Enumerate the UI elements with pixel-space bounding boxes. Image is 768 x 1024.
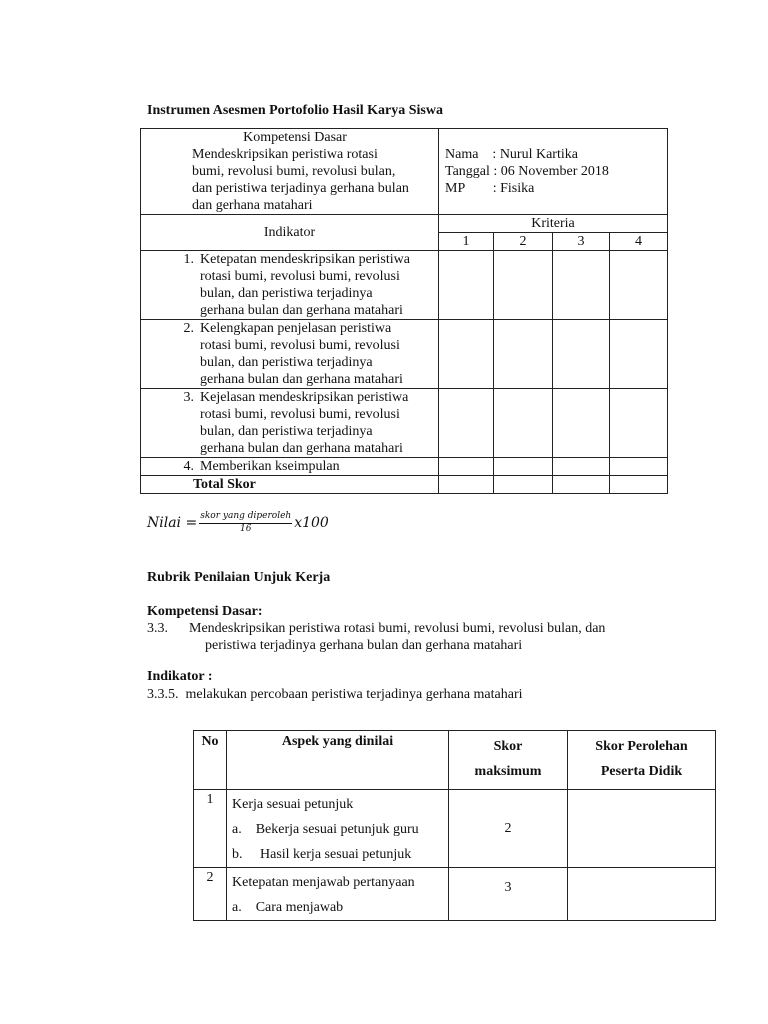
document-title: Instrumen Asesmen Portofolio Hasil Karya Siswa [147,103,443,118]
aspek-sub: a. Bekerja sesuai petunjuk guru [232,822,419,837]
indicator-number: 2. [183,321,194,336]
score-cell[interactable] [439,458,494,476]
table-row [141,458,668,476]
indikator-label: Indikator : [147,669,213,684]
indicator-number: 3. [183,390,194,405]
table-row [194,790,716,868]
assessment-date: Tanggal : 06 November 2018 [445,164,609,179]
student-name: Nama : Nurul Kartika [445,147,578,162]
kd-line: dan gerhana matahari [192,198,313,213]
indicator-number: 4. [183,459,194,474]
kd-line: dan peristiwa terjadinya gerhana bulan [192,181,409,196]
score-cell[interactable] [494,476,553,494]
row-no: 2 [194,868,227,921]
indicator-line: rotasi bumi, revolusi bumi, revolusi [200,269,400,284]
score-cell[interactable] [494,458,553,476]
score-cell[interactable] [494,389,553,458]
score-cell[interactable] [439,476,494,494]
score-cell[interactable] [439,251,494,320]
indikator-header: Indikator [141,215,439,251]
total-row [141,476,668,494]
kd-cell [141,129,439,215]
score-cell[interactable] [553,251,610,320]
indikator-item: 3.3.5. melakukan percobaan peristiwa terjadinya gerhana matahari [147,687,523,702]
indicator-cell [141,251,439,320]
indicator-line: bulan, dan peristiwa terjadinya [200,355,373,370]
indicator-line: gerhana bulan dan gerhana matahari [200,303,403,318]
formula-lhs: Nilai = [147,515,198,531]
rubric-table [193,730,716,921]
indicator-line: gerhana bulan dan gerhana matahari [200,372,403,387]
aspek-title: Ketepatan menjawab pertanyaan [232,875,415,890]
table-row [194,868,716,921]
row-perolehan[interactable] [568,868,716,921]
total-label: Total Skor [141,476,439,494]
col-header-aspek: Aspek yang dinilai [227,731,449,790]
score-cell[interactable] [494,251,553,320]
indicator-cell [141,389,439,458]
score-cell[interactable] [439,320,494,389]
formula-rhs: x100 [294,515,329,531]
row-skor: 3 [449,868,568,921]
kd-label: Kompetensi Dasar: [147,604,263,619]
aspek-sub: a. Cara menjawab [232,900,344,915]
indicator-line: rotasi bumi, revolusi bumi, revolusi [200,407,400,422]
perolehan-header-line: Skor Perolehan [595,739,688,754]
score-cell[interactable] [610,251,668,320]
score-cell[interactable] [439,389,494,458]
indicator-line: Kelengkapan penjelasan peristiwa [200,321,392,336]
kd-item-number: 3.3. [147,621,168,636]
score-cell[interactable] [553,476,610,494]
kd-line: bumi, revolusi bumi, revolusi bulan, [192,164,396,179]
skor-header-line: Skor [493,739,523,754]
col-header-skor [449,731,568,790]
kriteria-col: 3 [553,233,610,251]
indicator-cell [141,320,439,389]
kriteria-col: 2 [494,233,553,251]
kriteria-col: 1 [439,233,494,251]
indicator-cell [141,458,439,476]
table-row [141,389,668,458]
score-cell[interactable] [494,320,553,389]
perolehan-header-line: Peserta Didik [600,764,683,779]
rubrik-title: Rubrik Penilaian Unjuk Kerja [147,570,331,585]
portfolio-assessment-table [140,128,668,494]
aspek-sub: b. Hasil kerja sesuai petunjuk [232,847,412,862]
row-perolehan[interactable] [568,790,716,868]
score-formula [147,511,329,535]
skor-header-line: maksimum [474,764,542,779]
formula-numerator: skor yang diperoleh [199,511,292,524]
score-cell[interactable] [553,458,610,476]
indicator-line: bulan, dan peristiwa terjadinya [200,424,373,439]
indicator-line: Memberikan kseimpulan [200,459,340,474]
score-cell[interactable] [553,389,610,458]
row-aspek [227,868,449,921]
kd-item-line1: Mendeskripsikan peristiwa rotasi bumi, revolusi bumi, revolusi bulan, dan [189,621,606,636]
row-no: 1 [194,790,227,868]
kd-header: Kompetensi Dasar [243,130,347,145]
row-skor: 2 [449,790,568,868]
score-cell[interactable] [610,389,668,458]
indicator-line: rotasi bumi, revolusi bumi, revolusi [200,338,400,353]
indicator-line: Kejelasan mendeskripsikan peristiwa [200,390,409,405]
kd-item-line2: peristiwa terjadinya gerhana bulan dan gerhana matahari [205,638,523,653]
score-cell[interactable] [553,320,610,389]
table-row [141,251,668,320]
kriteria-col: 4 [610,233,668,251]
indicator-line: gerhana bulan dan gerhana matahari [200,441,403,456]
aspek-title: Kerja sesuai petunjuk [232,797,354,812]
table-row [141,320,668,389]
row-aspek [227,790,449,868]
kriteria-header: Kriteria [439,215,668,233]
identity-cell [439,129,668,215]
score-cell[interactable] [610,458,668,476]
formula-fraction [199,511,292,535]
subject: MP : Fisika [445,181,535,196]
score-cell[interactable] [610,476,668,494]
col-header-perolehan [568,731,716,790]
kd-line: Mendeskripsikan peristiwa rotasi [192,147,378,162]
col-header-no: No [194,731,227,790]
formula-denominator: 16 [239,524,252,534]
indicator-line: Ketepatan mendeskripsikan peristiwa [200,252,410,267]
indicator-line: bulan, dan peristiwa terjadinya [200,286,373,301]
score-cell[interactable] [610,320,668,389]
indicator-number: 1. [183,252,194,267]
